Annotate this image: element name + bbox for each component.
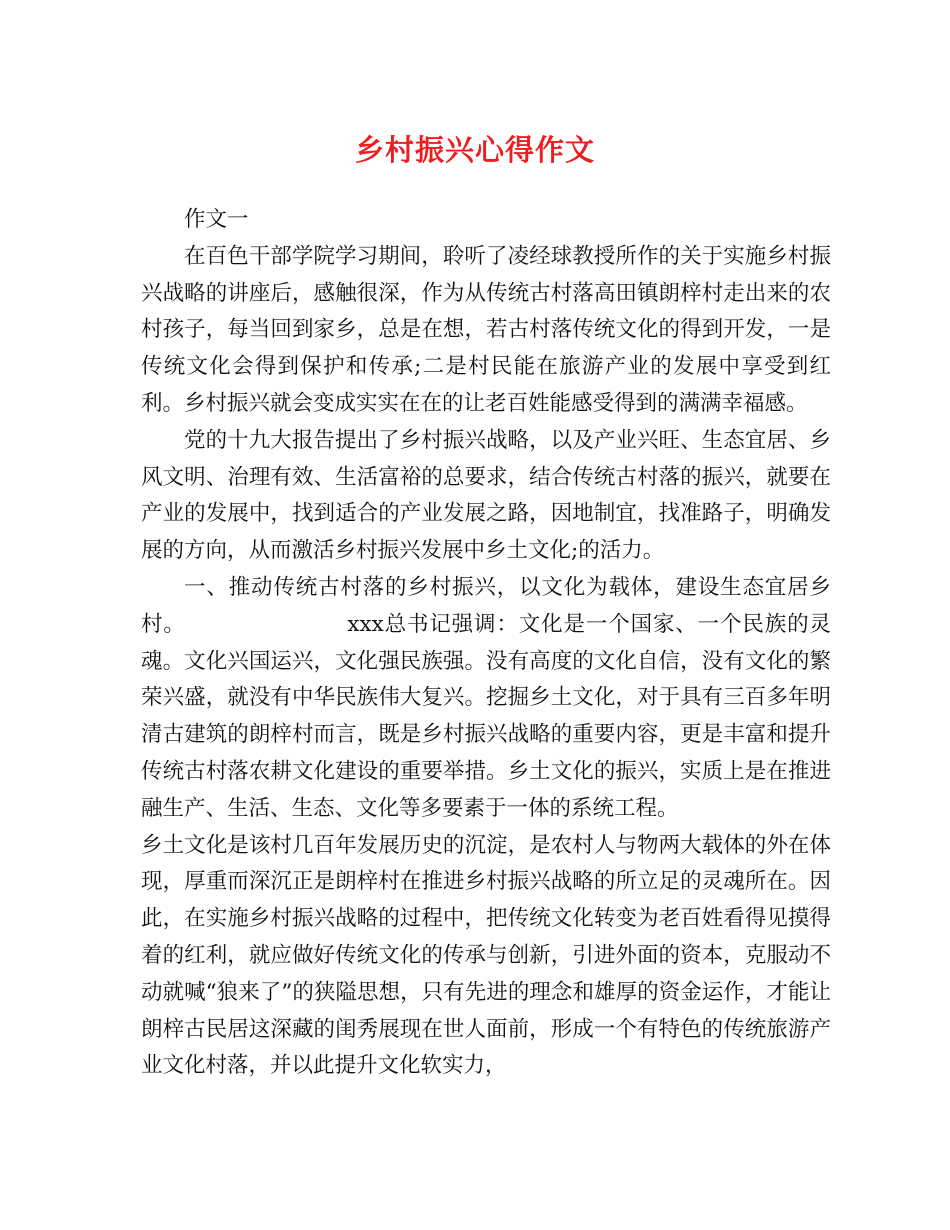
paragraph-3-lead: 一、推动传统古村落的乡村振兴，以文化为载体，建设生态宜居乡村。: [141, 574, 831, 637]
document-body: [141, 202, 831, 1085]
section-heading: 作文一: [184, 207, 249, 232]
paragraph-3-rest: xxx总书记强调：文化是一个国家、一个民族的灵魂。文化兴国运兴，文化强民族强。没有高度的文化自信，没有文化的繁荣兴盛，就没有中华民族伟大复兴。挖掘乡土文化，对于具有三百多年明清古建筑的朗梓村而言，既是乡村振兴战略的重要内容，更是丰富和提升传统古村落农耕文化建设的重要举措。乡土文化的振兴，实质上是在推进融生产、生活、生态、文化等多要素于一体的系统工程。: [141, 611, 831, 821]
paragraph-1: 在百色干部学院学习期间，聆听了凌经球教授所作的关于实施乡村振兴战略的讲座后，感触很深，作为从传统古村落高田镇朗梓村走出来的农村孩子，每当回到家乡，总是在想，若古村落传统文化的得到开发，一是传统文化会得到保护和传承;二是村民能在旅游产业的发展中享受到红利。乡村振兴就会变成实实在在的让老百姓能感受得到的满满幸福感。: [141, 243, 831, 416]
document-title: 乡村振兴心得作文: [354, 133, 595, 167]
paragraph-3: [141, 570, 831, 828]
paragraph-4: 乡土文化是该村几百年发展历史的沉淀，是农村人与物两大载体的外在体现，厚重而深沉正是朗梓村在推进乡村振兴战略的所立足的灵魂所在。因此，在实施乡村振兴战略的过程中，把传统文化转变为老百姓看得见摸得着的红利，就应做好传统文化的传承与创新，引进外面的资本，克服动不动就喊“狼来了”的狭隘思想，只有先进的理念和雄厚的资金运作，才能让朗梓古民居这深藏的闺秀展现在世人面前，形成一个有特色的传统旅游产业文化村落，并以此提升文化软实力，: [141, 832, 831, 1079]
paragraph-2: 党的十九大报告提出了乡村振兴战略，以及产业兴旺、生态宜居、乡风文明、治理有效、生活富裕的总要求，结合传统古村落的振兴，就要在产业的发展中，找到适合的产业发展之路，因地制宜，找准路子，明确发展的方向，从而激活乡村振兴发展中乡土文化;的活力。: [141, 427, 831, 564]
